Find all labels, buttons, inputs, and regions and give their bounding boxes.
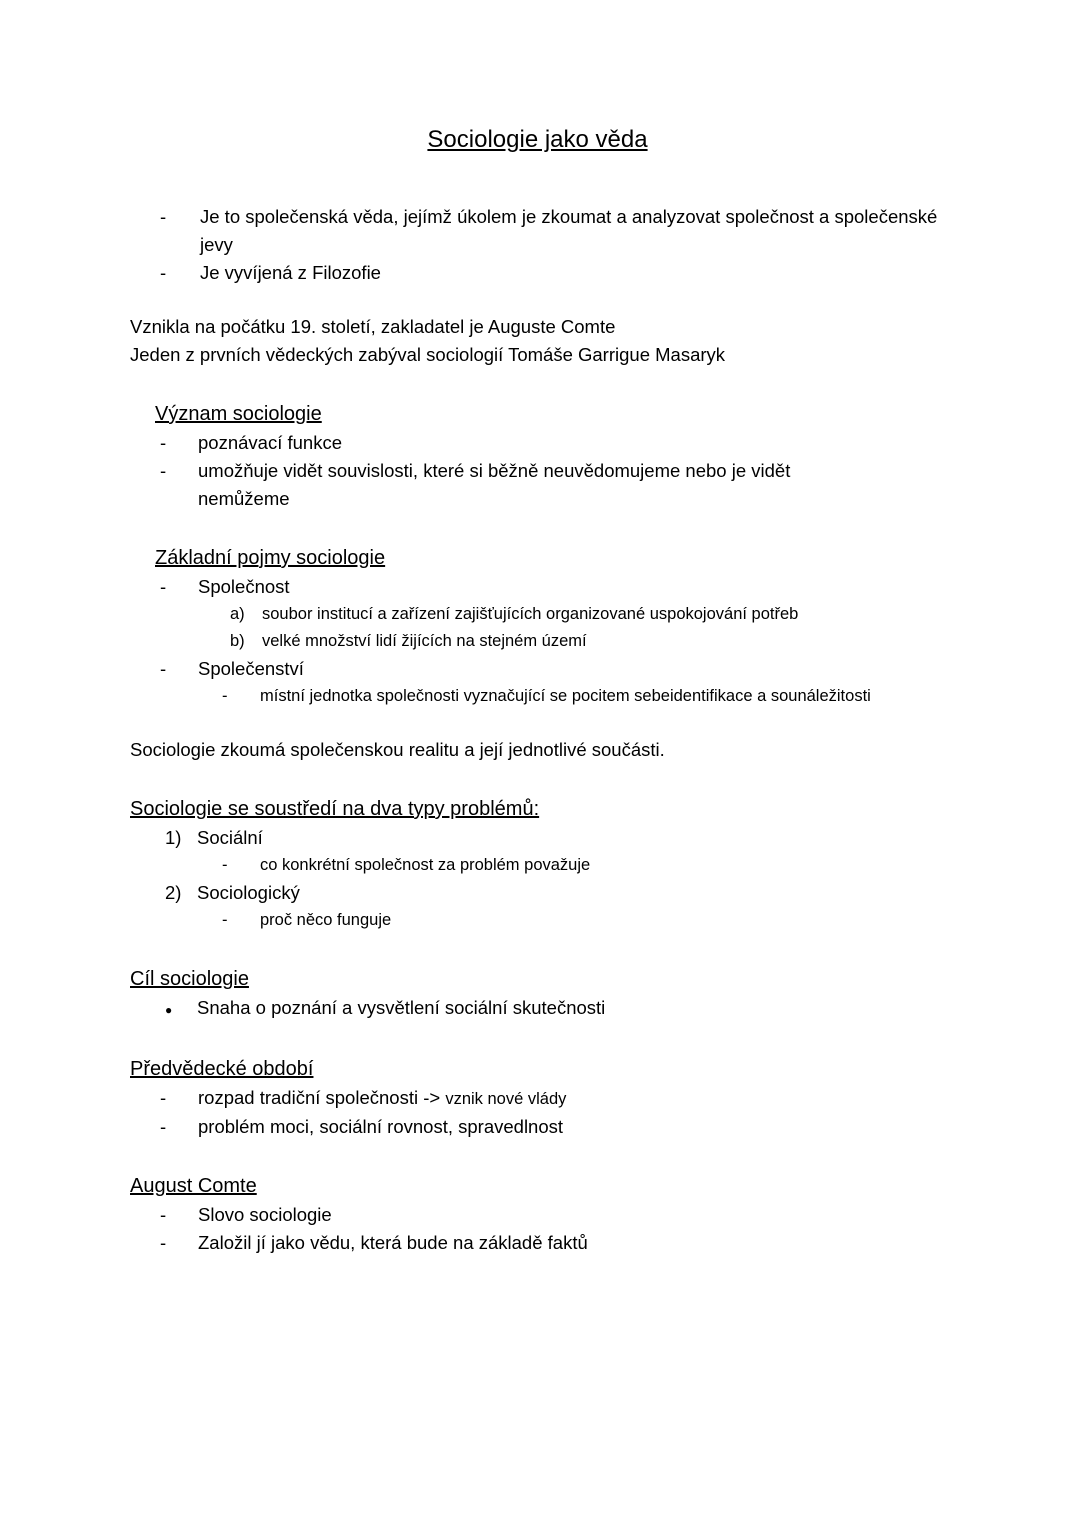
intro-list bbox=[130, 203, 945, 287]
numbered-item-text: Sociologický bbox=[197, 882, 300, 903]
list-item-text: poznávací funkce bbox=[198, 432, 342, 453]
dash-marker: - bbox=[222, 911, 228, 929]
list-item bbox=[160, 1113, 945, 1141]
list-item-text: Založil jí jako vědu, která bude na základě faktů bbox=[198, 1232, 588, 1253]
section-heading-pojmy: Základní pojmy sociologie bbox=[155, 547, 386, 569]
list-subitem-text: co konkrétní společnost za problém považuje bbox=[260, 856, 591, 874]
dash-marker: - bbox=[160, 206, 167, 227]
list-item-text-main: rozpad tradiční společnosti -> bbox=[198, 1087, 446, 1108]
vyznam-list bbox=[130, 429, 945, 513]
list-subitem bbox=[222, 907, 945, 934]
typy-list bbox=[130, 824, 945, 934]
list-subitem bbox=[222, 683, 945, 710]
list-item-text: Společnost bbox=[198, 576, 290, 597]
list-subitem-text: soubor institucí a zařízení zajišťujících organizované uspokojování potřeb bbox=[262, 605, 799, 623]
number-marker: 2) bbox=[165, 882, 182, 903]
list-item bbox=[160, 1084, 945, 1113]
letter-marker: b) bbox=[230, 632, 245, 650]
numbered-item bbox=[165, 879, 945, 907]
paragraph-line: Jeden z prvních vědeckých zabýval sociologií Tomáše Garrigue Masaryk bbox=[130, 344, 726, 365]
list-item bbox=[160, 1201, 945, 1229]
numbered-item-text: Sociální bbox=[197, 827, 263, 848]
section-heading-vyznam: Význam sociologie bbox=[155, 403, 322, 425]
list-subitem-text: velké množství lidí žijících na stejném území bbox=[262, 632, 587, 650]
list-item-text bbox=[198, 1084, 566, 1113]
dash-marker: - bbox=[160, 262, 167, 283]
list-item-text: Společenství bbox=[198, 658, 304, 679]
section-heading-comte: August Comte bbox=[130, 1175, 257, 1197]
dash-marker: - bbox=[160, 432, 167, 453]
list-subitem bbox=[230, 601, 945, 628]
paragraph-line: Vznikla na počátku 19. století, zakladatel je Auguste Comte bbox=[130, 316, 616, 337]
list-subitem bbox=[222, 852, 945, 879]
dash-marker: - bbox=[222, 687, 228, 705]
list-subitem bbox=[230, 628, 945, 655]
dash-marker: - bbox=[160, 658, 167, 679]
origin-paragraph bbox=[130, 313, 945, 369]
dash-marker: - bbox=[160, 1116, 167, 1137]
number-marker: 1) bbox=[165, 827, 182, 848]
list-item-text: Je to společenská věda, jejímž úkolem je zkoumat a analyzovat společnost a společenské jevy bbox=[200, 206, 938, 255]
document-title: Sociologie jako věda bbox=[427, 126, 648, 153]
list-item bbox=[165, 994, 945, 1024]
predvedecke-list bbox=[130, 1084, 945, 1141]
list-item-text: Je vyvíjená z Filozofie bbox=[200, 262, 381, 283]
zkouma-paragraph: Sociologie zkoumá společenskou realitu a její jednotlivé součásti. bbox=[130, 739, 665, 760]
list-subitem-text: proč něco funguje bbox=[260, 911, 392, 929]
list-item-text: Slovo sociologie bbox=[198, 1204, 332, 1225]
list-item bbox=[160, 429, 945, 457]
section-heading-predvedecke: Předvědecké období bbox=[130, 1058, 314, 1080]
section-heading-typy: Sociologie se soustředí na dva typy problémů: bbox=[130, 798, 540, 820]
list-item-text: Snaha o poznání a vysvětlení sociální skutečnosti bbox=[197, 997, 606, 1018]
letter-marker: a) bbox=[230, 605, 245, 623]
dash-marker: - bbox=[160, 1087, 167, 1108]
pojmy-list bbox=[130, 573, 945, 710]
list-item bbox=[160, 655, 945, 683]
dash-marker: - bbox=[222, 856, 228, 874]
bullet-marker: ● bbox=[165, 1003, 173, 1017]
list-item bbox=[160, 457, 945, 513]
list-item-text-small: vznik nové vlády bbox=[445, 1090, 567, 1108]
list-item bbox=[160, 203, 945, 259]
list-subitem-text: místní jednotka společnosti vyznačující se pocitem sebeidentifikace a sounáležitosti bbox=[260, 687, 871, 705]
numbered-item bbox=[165, 824, 945, 852]
list-item bbox=[160, 259, 945, 287]
dash-marker: - bbox=[160, 576, 167, 597]
cil-list bbox=[130, 994, 945, 1024]
list-item-text: umožňuje vidět souvislosti, které si běžně neuvědomujeme nebo je vidět nemůžeme bbox=[198, 460, 791, 509]
dash-marker: - bbox=[160, 460, 167, 481]
list-item-text: problém moci, sociální rovnost, spravedlnost bbox=[198, 1116, 564, 1137]
list-item bbox=[160, 1229, 945, 1257]
comte-list bbox=[130, 1201, 945, 1257]
dash-marker: - bbox=[160, 1204, 167, 1225]
section-heading-cil: Cíl sociologie bbox=[130, 968, 249, 990]
dash-marker: - bbox=[160, 1232, 167, 1253]
list-item bbox=[160, 573, 945, 601]
